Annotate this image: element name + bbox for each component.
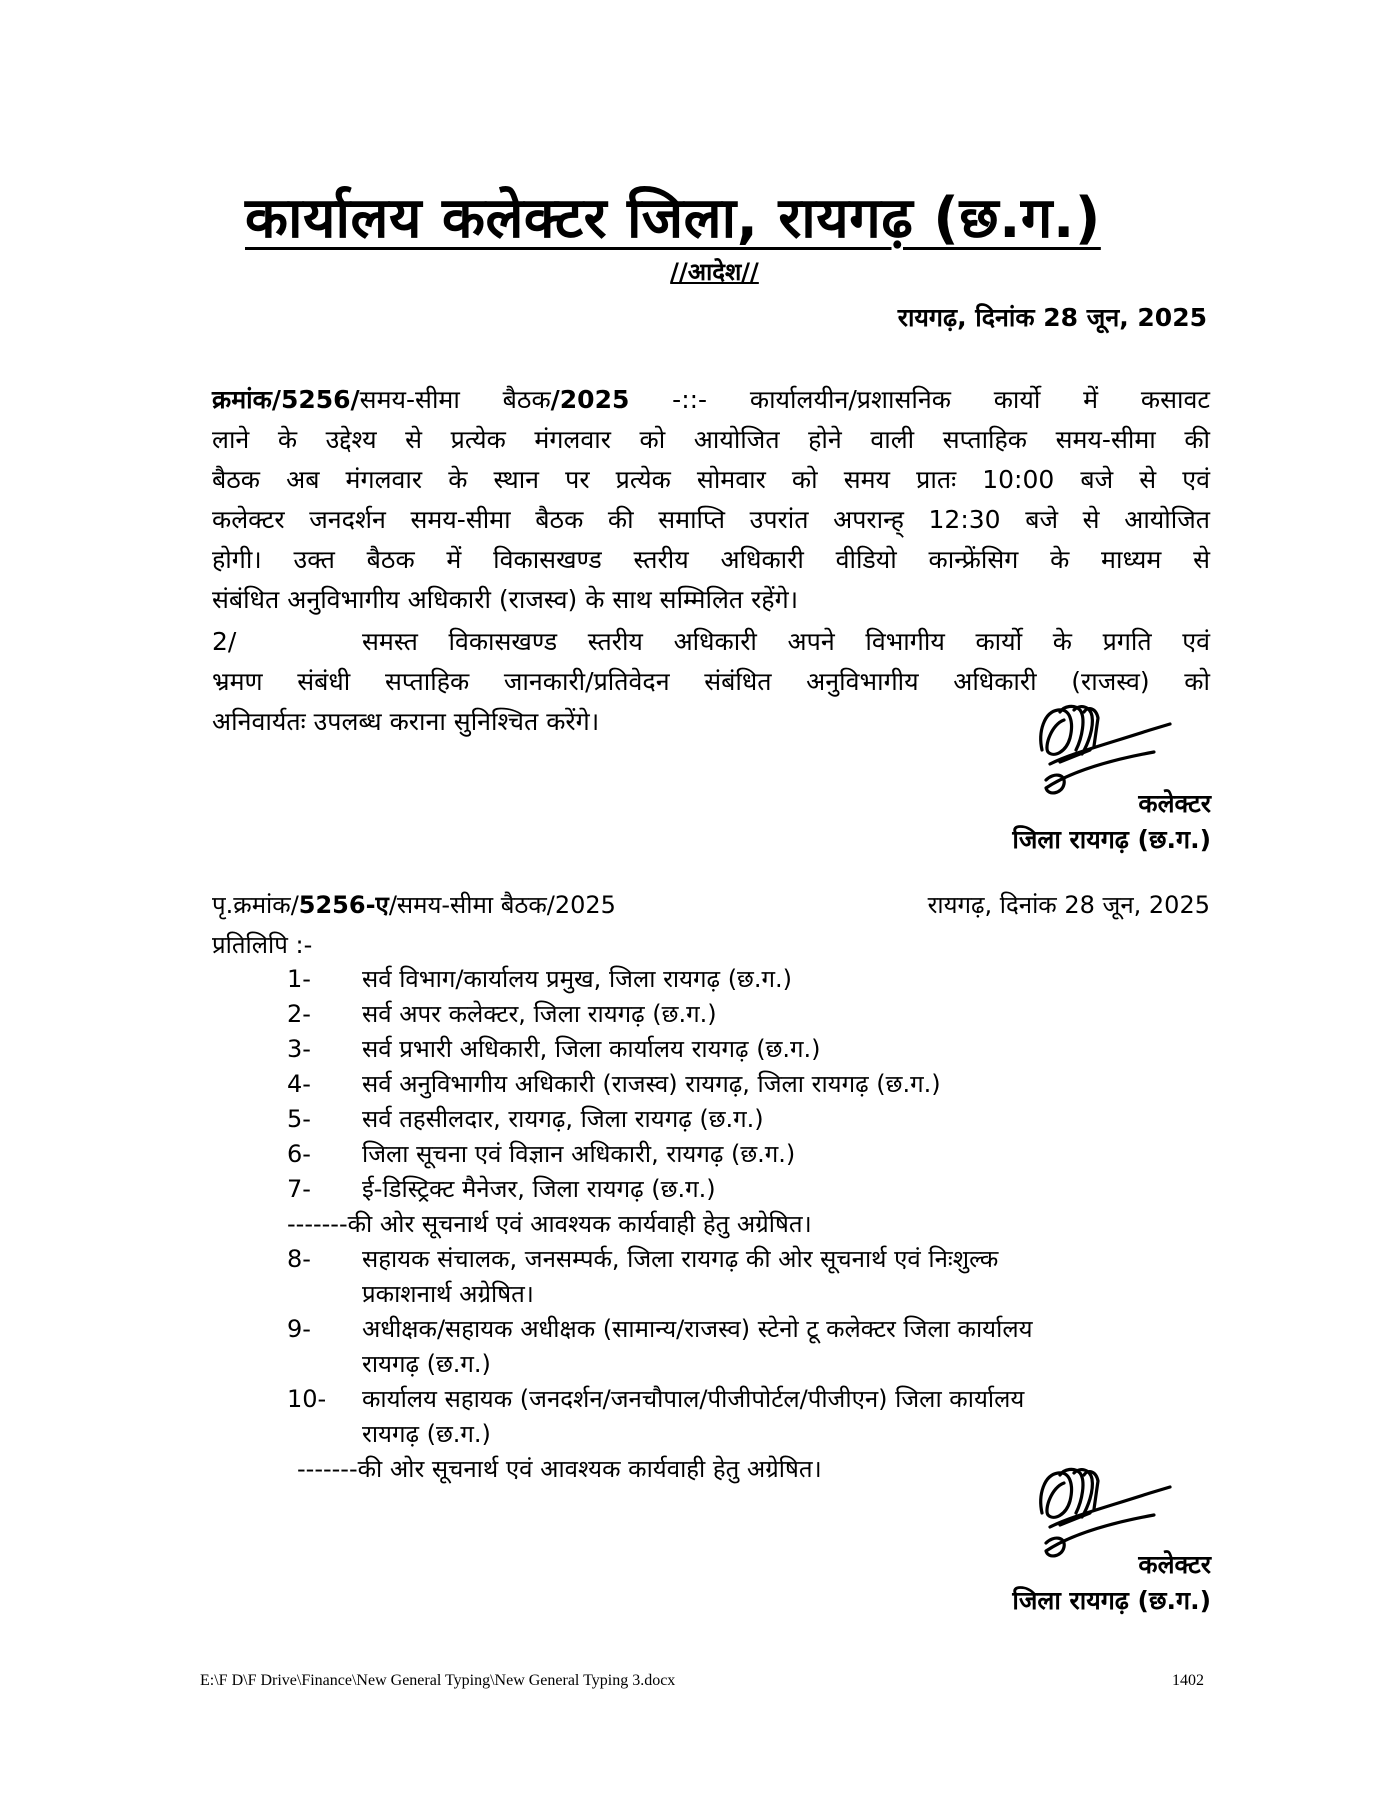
list-item	[212, 1102, 1212, 1137]
paragraph-line: संबंधित अनुविभागीय अधिकारी (राजस्व) के साथ सम्मिलित रहेंगे।	[212, 585, 799, 614]
list-item-number: 6-	[287, 1140, 311, 1168]
list-item-text: सर्व प्रभारी अधिकारी, जिला कार्यालय रायगढ़ (छ.ग.)	[362, 1035, 821, 1063]
paragraph-text: समस्त विकासखण्ड स्तरीय अधिकारी अपने विभागीय कार्यो के प्रगति एवं	[362, 627, 1210, 656]
list-item-number: 7-	[287, 1175, 311, 1203]
list-item-number: 5-	[287, 1105, 311, 1133]
list-item-text: जिला सूचना एवं विज्ञान अधिकारी, रायगढ़ (छ.ग.)	[362, 1140, 796, 1168]
list-item-number: 10-	[287, 1385, 327, 1413]
list-item	[212, 1382, 1212, 1452]
endorsement-date: रायगढ़, दिनांक 28 जून, 2025	[927, 891, 1210, 919]
list-item-number: 3-	[287, 1035, 311, 1063]
endorsement-ref-row	[212, 888, 1210, 921]
list-item	[212, 1032, 1212, 1067]
order-date: रायगढ़, दिनांक 28 जून, 2025	[897, 303, 1207, 332]
list-item-number: 9-	[287, 1315, 311, 1343]
list-item-number: 4-	[287, 1070, 311, 1098]
list-item-text: कार्यालय सहायक (जनदर्शन/जनचौपाल/पीजीपोर्टल/पीजीएन) जिला कार्यालय रायगढ़ (छ.ग.)	[362, 1385, 1025, 1448]
paragraph-line: भ्रमण संबंधी सप्ताहिक जानकारी/प्रतिवेदन संबंधित अनुविभागीय अधिकारी (राजस्व) को	[212, 667, 1210, 696]
list-item	[212, 1312, 1212, 1382]
copy-list	[212, 962, 1212, 1487]
list-item	[212, 1172, 1212, 1207]
signatory-district: जिला रायगढ़ (छ.ग.)	[1012, 825, 1211, 854]
list-item	[212, 1067, 1212, 1102]
order-ref-mid: समय-सीमा बैठक	[359, 385, 551, 414]
paragraph-line: कलेक्टर जनदर्शन समय-सीमा बैठक की समाप्ति उपरांत अपरान्ह् 12:30 बजे से आयोजित	[212, 505, 1210, 534]
signatory-district: जिला रायगढ़ (छ.ग.)	[1012, 1586, 1211, 1615]
order-ref-year: /2025	[550, 385, 630, 414]
endorsement-ref-rest: /समय-सीमा बैठक/2025	[388, 891, 616, 919]
paragraph-line	[212, 380, 1210, 420]
list-item-text: सर्व विभाग/कार्यालय प्रमुख, जिला रायगढ़ (छ.ग.)	[362, 965, 793, 993]
list-item-number: 2-	[287, 1000, 311, 1028]
paragraph-line	[212, 622, 1210, 662]
paragraph-line: होगी। उक्त बैठक में विकासखण्ड स्तरीय अधिकारी वीडियो कान्फ्रेंसिग के माध्यम से	[212, 545, 1210, 574]
paragraph-line: अनिवार्यतः उपलब्ध कराना सुनिश्चित करेंगे।	[212, 707, 600, 736]
list-item-text: ई-डिस्ट्रिक्ट मैनेजर, जिला रायगढ़ (छ.ग.)	[362, 1175, 716, 1203]
paragraph-text: -::- कार्यालयीन/प्रशासनिक कार्यो में कसावट	[629, 385, 1210, 414]
list-item-number: 1-	[287, 965, 311, 993]
list-item-text: सर्व तहसीलदार, रायगढ़, जिला रायगढ़ (छ.ग.)	[362, 1105, 764, 1133]
footer-page-code: 1402	[1172, 1672, 1204, 1689]
order-ref-prefix: क्रमांक/5256/	[212, 385, 360, 414]
list-item	[212, 962, 1212, 997]
list-item-text: अधीक्षक/सहायक अधीक्षक (सामान्य/राजस्व) स्टेनो टू कलेक्टर जिला कार्यालय रायगढ़ (छ.ग.)	[362, 1315, 1033, 1378]
order-paragraph-1	[212, 380, 1210, 620]
paragraph-line: लाने के उद्देश्य से प्रत्येक मंगलवार को आयोजित होने वाली सप्ताहिक समय-सीमा की	[212, 425, 1210, 454]
list-item-text: सहायक संचालक, जनसम्पर्क, जिला रायगढ़ की ओर सूचनार्थ एवं निःशुल्क प्रकाशनार्थ अग्रेषित।	[362, 1245, 999, 1308]
forward-note: -------की ओर सूचनार्थ एवं आवश्यक कार्यवाही हेतु अग्रेषित।	[287, 1210, 812, 1238]
paragraph-line: बैठक अब मंगलवार के स्थान पर प्रत्येक सोमवार को समय प्रातः 10:00 बजे से एवं	[212, 465, 1210, 494]
paragraph-number: 2/	[212, 627, 237, 656]
signatory-designation: कलेक्टर	[1138, 789, 1211, 818]
signatory-designation: कलेक्टर	[1138, 1550, 1211, 1579]
copy-label: प्रतिलिपि :-	[212, 931, 313, 959]
forward-note: -------की ओर सूचनार्थ एवं आवश्यक कार्यवाही हेतु अग्रेषित।	[297, 1455, 822, 1483]
order-label: //आदेश//	[670, 258, 759, 286]
signature-block	[1012, 786, 1211, 858]
signature-block	[1012, 1547, 1211, 1619]
endorsement-ref-prefix: पृ.क्रमांक/	[212, 891, 299, 919]
list-item	[212, 997, 1212, 1032]
list-item	[212, 1242, 1212, 1312]
list-item-text: सर्व अपर कलेक्टर, जिला रायगढ़ (छ.ग.)	[362, 1000, 717, 1028]
list-item	[212, 1137, 1212, 1172]
endorsement-ref-number: 5256-ए	[298, 891, 389, 919]
list-item-number: 8-	[287, 1245, 311, 1273]
footer-file-path: E:\F D\F Drive\Finance\New General Typing\New General Typing 3.docx	[200, 1672, 676, 1689]
office-title: कार्यालय कलेक्टर जिला, रायगढ़ (छ.ग.)	[245, 186, 1101, 251]
list-item-text: सर्व अनुविभागीय अधिकारी (राजस्व) रायगढ़, जिला रायगढ़ (छ.ग.)	[362, 1070, 941, 1098]
